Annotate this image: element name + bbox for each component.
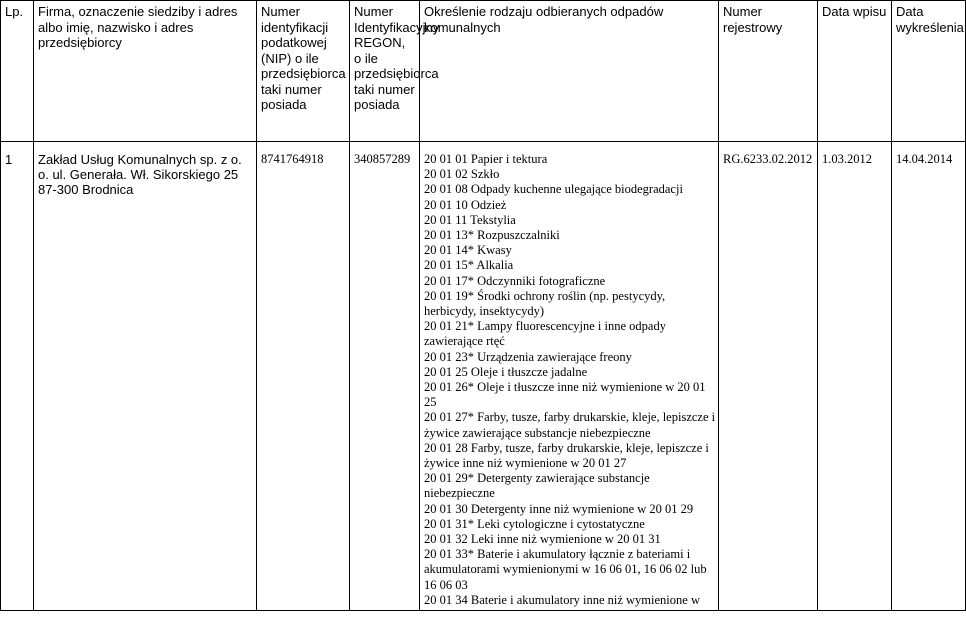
waste-type-item: 20 01 14* Kwasy [424,243,512,258]
waste-type-item: 20 01 17* Odczynniki fotograficzne [424,273,606,288]
waste-type-item: 20 01 28 Farby, tusze, farby drukarskie, kleje, lepiszcze i żywice inne niż wymienione w 20 01 27 [424,440,709,471]
waste-type-item: 20 01 10 Odzież [424,197,507,212]
header-entry-date: Data wpisu [818,1,892,142]
waste-type-item: 20 01 15* Alkalia [424,258,514,273]
waste-type-item: 20 01 33* Baterie i akumulatory łącznie z bateriami i akumulatorami wymienionymi w 16 06 01, 16 06 02 lub 16 06 03 [424,547,707,592]
header-registry-number: Numer rejestrowy [719,1,818,142]
cell-lp: 1 [1,142,34,611]
header-nip: Numer identyfikacji podatkowej (NIP) o ile przedsiębiorca taki numer posiada [257,1,350,142]
header-firm: Firma, oznaczenie siedziby i adres albo imię, nazwisko i adres przedsiębiorcy [34,1,257,142]
waste-type-item: 20 01 19* Środki ochrony roślin (np. pestycydy, herbicydy, insektycydy) [424,288,666,319]
waste-type-item: 20 01 27* Farby, tusze, farby drukarskie, kleje, lepiszcze i żywice zawierające substancje niebezpieczne [424,410,716,440]
waste-type-item: 20 01 21* Lampy fluorescencyjne i inne odpady zawierające rtęć [424,319,666,349]
table-header-row [1,1,966,142]
waste-type-item: 20 01 25 Oleje i tłuszcze jadalne [424,364,588,379]
waste-type-item: 20 01 30 Detergenty inne niż wymienione w 20 01 29 [424,501,694,516]
header-deletion-date: Data wykreślenia [892,1,966,142]
cell-deletion-date: 14.04.2014 [892,142,966,611]
waste-type-item: 20 01 08 Odpady kuchenne ulegające biodegradacji [424,182,683,197]
cell-nip: 8741764918 [257,142,350,611]
header-waste-types: Określenie rodzaju odbieranych odpadów komunalnych [420,1,719,142]
cell-registry-number: RG.6233.02.2012 [719,142,818,611]
cell-firm: Zakład Usług Komunalnych sp. z o. o. ul. Generała. Wł. Sikorskiego 25 87-300 Brodnica [34,142,257,611]
waste-type-item: 20 01 02 Szkło [424,167,500,182]
waste-type-item: 20 01 29* Detergenty zawierające substancje niebezpieczne [424,471,650,501]
waste-type-item: 20 01 13* Rozpuszczalniki [424,228,560,243]
header-lp: Lp. [1,1,34,142]
table-row [1,142,966,611]
waste-type-item: 20 01 34 Baterie i akumulatory inne niż wymienione w [424,592,700,607]
cell-waste-types [420,142,719,611]
waste-type-item: 20 01 23* Urządzenia zawierające freony [424,349,632,364]
waste-type-item: 20 01 32 Leki inne niż wymienione w 20 01 31 [424,532,661,547]
waste-type-item: 20 01 26* Oleje i tłuszcze inne niż wymienione w 20 01 25 [424,380,706,410]
cell-regon: 340857289 [350,142,420,611]
waste-type-item: 20 01 01 Papier i tektura [424,152,548,166]
header-regon: Numer Identyfikacyjny REGON, o ile przedsiębiorca taki numer posiada [350,1,420,142]
waste-type-item: 20 01 11 Tekstylia [424,212,516,227]
waste-type-item: 20 01 31* Leki cytologiczne i cytostatyczne [424,516,645,531]
cell-entry-date: 1.03.2012 [818,142,892,611]
